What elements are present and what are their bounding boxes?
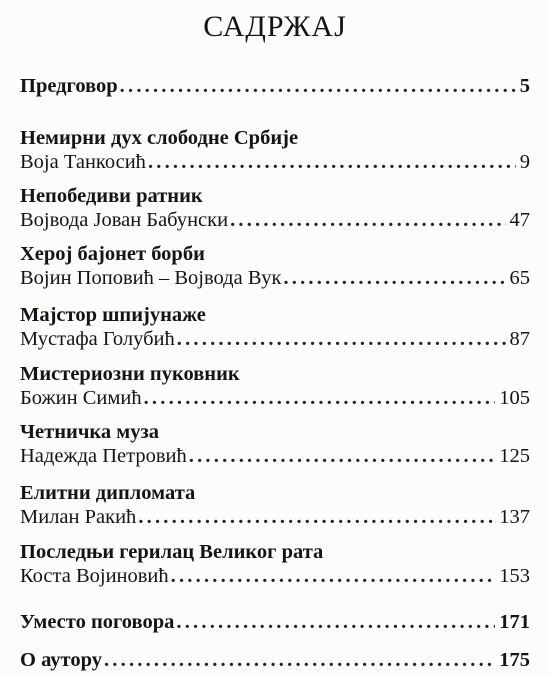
leader-dots — [177, 327, 506, 351]
toc-line — [20, 74, 530, 98]
toc-entry-chapter[interactable] — [20, 362, 530, 410]
toc-entry-afterword[interactable] — [20, 610, 530, 634]
chapter-subject: Милан Ракић — [20, 506, 137, 528]
chapter-title: Елитни дипломата — [20, 482, 196, 504]
chapter-subject: Надежда Петровић — [20, 445, 187, 467]
toc-line — [20, 386, 530, 410]
toc-line — [20, 564, 530, 588]
toc-line — [20, 444, 530, 468]
chapter-subject: Војин Поповић – Војвода Вук — [20, 267, 282, 289]
toc-entry-chapter[interactable] — [20, 303, 530, 351]
toc-entry-preface[interactable] — [20, 74, 530, 98]
toc-line — [20, 150, 530, 174]
page-number: 175 — [499, 649, 530, 671]
chapter-subject: Војвода Јован Бабунски — [20, 209, 229, 231]
page-number: 9 — [519, 151, 530, 173]
page-number: 171 — [499, 611, 530, 633]
chapter-title: Четничка муза — [20, 421, 159, 443]
chapter-title: Немирни дух слободне Србије — [20, 127, 299, 149]
leader-dots — [104, 648, 495, 672]
toc-entry-chapter[interactable] — [20, 126, 530, 174]
toc-line — [20, 327, 530, 351]
toc-entry-title: О аутору — [20, 649, 102, 671]
toc-entry-title: Предговор — [20, 75, 118, 97]
page-number: 105 — [499, 387, 530, 409]
chapter-subject: Воја Танкосић — [20, 151, 146, 173]
page-number: 5 — [519, 75, 530, 97]
chapter-subject: Коста Војиновић — [20, 565, 169, 587]
chapter-title: Мајстор шпијунаже — [20, 304, 206, 326]
leader-dots — [148, 150, 516, 174]
toc-line — [20, 505, 530, 529]
toc-line — [20, 266, 530, 290]
page-number: 125 — [499, 445, 530, 467]
leader-dots — [283, 266, 505, 290]
leader-dots — [138, 505, 495, 529]
chapter-title: Херој бајонет борби — [20, 243, 205, 265]
page-number: 137 — [499, 506, 530, 528]
leader-dots — [144, 386, 496, 410]
leader-dots — [120, 74, 516, 98]
chapter-title: Последњи герилац Великог рата — [20, 541, 324, 563]
toc-line — [20, 208, 530, 232]
toc-line — [20, 610, 530, 634]
toc-line — [20, 648, 530, 672]
leader-dots — [230, 208, 505, 232]
page-title: САДРЖАЈ — [203, 10, 347, 43]
page-number: 47 — [509, 209, 530, 231]
toc-entry-about-author[interactable] — [20, 648, 530, 672]
chapter-subject: Мустафа Голубић — [20, 328, 175, 350]
toc-entry-chapter[interactable] — [20, 242, 530, 290]
toc-entry-title: Уместо поговора — [20, 611, 175, 633]
leader-dots — [171, 564, 496, 588]
page-number: 153 — [499, 565, 530, 587]
chapter-title: Мистериозни пуковник — [20, 363, 240, 385]
leader-dots — [176, 610, 495, 634]
page-number: 65 — [509, 267, 530, 289]
leader-dots — [189, 444, 495, 468]
page-number: 87 — [509, 328, 530, 350]
toc-entry-chapter[interactable] — [20, 420, 530, 468]
toc-entry-chapter[interactable] — [20, 184, 530, 232]
toc-entry-chapter[interactable] — [20, 481, 530, 529]
chapter-subject: Божин Симић — [20, 387, 142, 409]
chapter-title: Непобедиви ратник — [20, 185, 203, 207]
toc-entry-chapter[interactable] — [20, 540, 530, 588]
